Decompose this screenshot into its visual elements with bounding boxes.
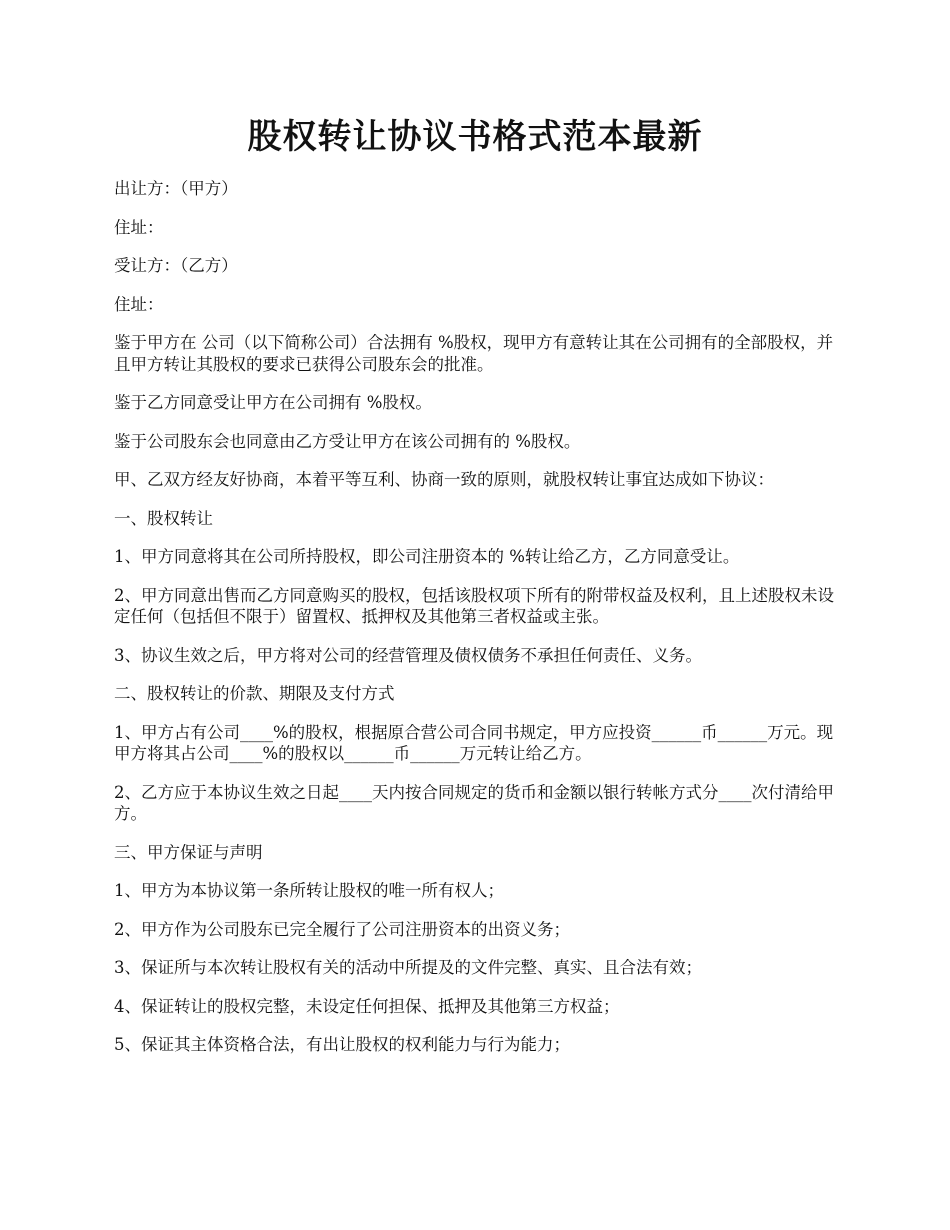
paragraph-agreement-intro: 甲、乙双方经友好协商，本着平等互利、协商一致的原则，就股权转让事宜达成如下协议： bbox=[114, 470, 774, 489]
paragraph-transferor-address: 住址： bbox=[114, 217, 164, 237]
paragraph-transferee-address: 住址： bbox=[114, 294, 164, 314]
paragraph-recital-3: 鉴于公司股东会也同意由乙方受让甲方在该公司拥有的 %股权。 bbox=[114, 431, 581, 451]
paragraph-transferor: 出让方：（甲方） bbox=[114, 179, 238, 198]
paragraph-recital-1: 鉴于甲方在 公司（以下简称公司）合法拥有 %股权，现甲方有意转让其在公司拥有的全部股权，并且甲方转让其股权的要求已获得公司股东会的批准。 bbox=[114, 333, 834, 374]
clause-3-5: 5、保证其主体资格合法，有出让股权的权利能力与行为能力； bbox=[114, 1035, 570, 1054]
clause-2-1: 1、甲方占有公司____%的股权，根据原合营公司合同书规定，甲方应投资______币______万元。现甲方将其占公司____%的股权以______币______万元转让给乙方。 bbox=[114, 722, 834, 763]
clause-3-4: 4、保证转让的股权完整，未设定任何担保、抵押及其他第三方权益； bbox=[114, 996, 620, 1016]
clause-3-2: 2、甲方作为公司股东已完全履行了公司注册资本的出资义务； bbox=[114, 919, 570, 939]
clause-3-1: 1、甲方为本协议第一条所转让股权的唯一所有权人； bbox=[114, 881, 504, 900]
clause-2-2: 2、乙方应于本协议生效之日起____天内按合同规定的货币和金额以银行转帐方式分____次付清给甲方。 bbox=[114, 782, 834, 823]
clause-1-2: 2、甲方同意出售而乙方同意购买的股权，包括该股权项下所有的附带权益及权利，且上述股权未设定任何（包括但不限于）留置权、抵押权及其他第三者权益或主张。 bbox=[114, 585, 834, 626]
section-heading-1: 一、股权转让 bbox=[114, 508, 213, 528]
document-title: 股权转让协议书格式范本最新 bbox=[247, 117, 703, 157]
paragraph-transferee: 受让方：（乙方） bbox=[114, 256, 238, 275]
paragraph-recital-2: 鉴于乙方同意受让甲方在公司拥有 %股权。 bbox=[114, 393, 432, 412]
clause-3-3: 3、保证所与本次转让股权有关的活动中所提及的文件完整、真实、且合法有效； bbox=[114, 958, 702, 977]
section-heading-3: 三、甲方保证与声明 bbox=[114, 842, 263, 862]
clause-1-3: 3、协议生效之后，甲方将对公司的经营管理及债权债务不承担任何责任、义务。 bbox=[114, 645, 702, 665]
document-body bbox=[114, 178, 848, 1073]
section-heading-2: 二、股权转让的价款、期限及支付方式 bbox=[114, 684, 395, 703]
clause-1-1: 1、甲方同意将其在公司所持股权，即公司注册资本的 %转让给乙方，乙方同意受让。 bbox=[114, 547, 740, 566]
